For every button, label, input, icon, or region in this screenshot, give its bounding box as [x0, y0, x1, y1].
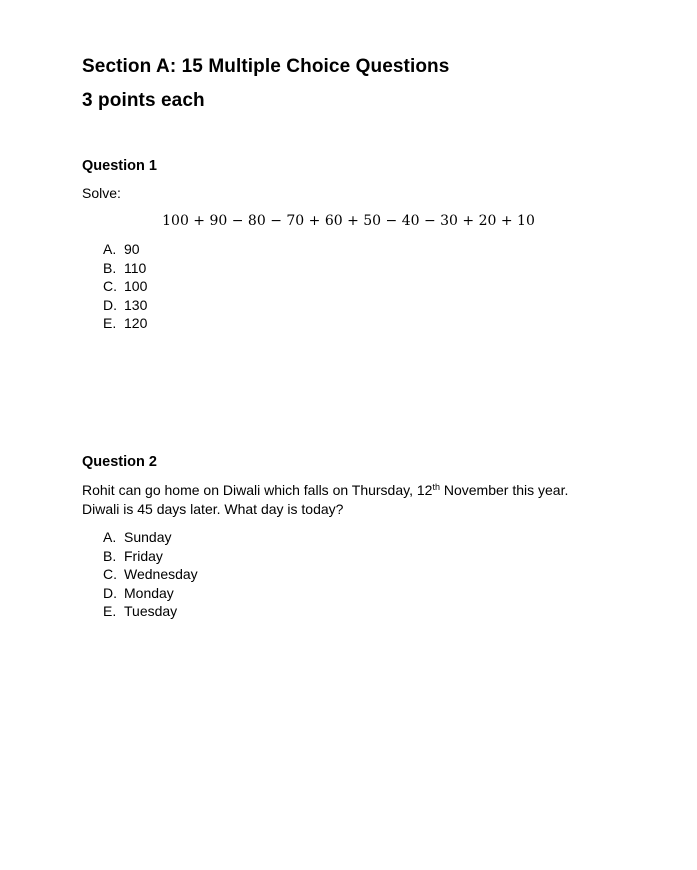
- option-text: 130: [124, 296, 148, 313]
- option-e: [103, 602, 198, 621]
- option-text: Tuesday: [124, 603, 178, 620]
- option-letter: D.: [103, 584, 117, 601]
- option-letter: E.: [103, 315, 117, 332]
- option-text: Sunday: [124, 529, 172, 545]
- question-title: Question 2: [82, 454, 157, 470]
- prompt-text: November this year.: [439, 482, 569, 498]
- question-prompt: Solve:: [82, 185, 121, 201]
- option-letter: B.: [103, 547, 117, 564]
- option-b: [103, 259, 147, 278]
- option-a: [103, 240, 147, 259]
- option-c: [103, 277, 147, 296]
- question-prompt-line-2: Diwali is 45 days later. What day is today?: [82, 501, 344, 517]
- option-text: Friday: [124, 547, 163, 564]
- option-d: [103, 584, 198, 603]
- option-letter: A.: [103, 241, 117, 257]
- option-letter: B.: [103, 259, 117, 276]
- equation: 100 + 90 − 80 − 70 + 60 + 50 − 40 − 30 + 20 + 10: [162, 213, 535, 229]
- question-title: Question 1: [82, 158, 157, 174]
- prompt-text: Rohit can go home on Diwali which falls on Thursday, 12: [82, 482, 433, 498]
- option-c: [103, 565, 198, 584]
- option-letter: A.: [103, 529, 117, 545]
- option-text: 110: [124, 259, 147, 276]
- option-a: [103, 528, 198, 547]
- option-letter: D.: [103, 296, 117, 313]
- option-text: Wednesday: [124, 566, 198, 583]
- option-b: [103, 547, 198, 566]
- option-letter: C.: [103, 278, 117, 295]
- option-text: 100: [124, 278, 148, 295]
- option-text: 120: [124, 315, 148, 332]
- ordinal-suffix: th: [432, 482, 440, 492]
- answer-options: [103, 528, 198, 621]
- section-points: 3 points each: [82, 90, 205, 111]
- question-prompt-line-1: [82, 482, 568, 498]
- option-letter: E.: [103, 603, 117, 620]
- option-d: [103, 296, 147, 315]
- answer-options: [103, 240, 147, 333]
- option-letter: C.: [103, 566, 117, 583]
- option-text: 90: [124, 241, 140, 257]
- option-e: [103, 314, 147, 333]
- section-title: Section A: 15 Multiple Choice Questions: [82, 56, 450, 77]
- option-text: Monday: [124, 584, 174, 601]
